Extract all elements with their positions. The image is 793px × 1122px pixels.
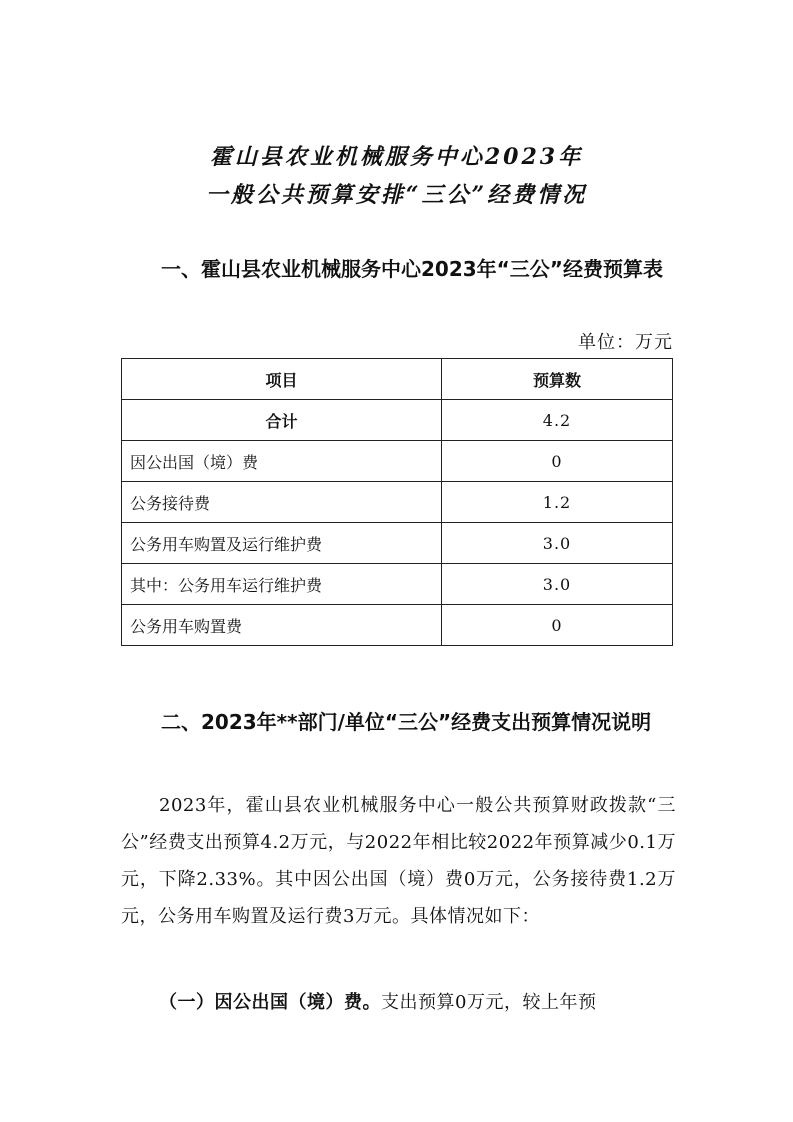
header-budget: 预算数 (442, 359, 673, 400)
table-row (122, 523, 673, 564)
overseas-expense-paragraph (121, 984, 676, 1021)
total-label: 合计 (122, 400, 442, 441)
row-value: 3.0 (442, 564, 673, 605)
row-label: 公务用车购置及运行维护费 (122, 523, 442, 564)
document-title-line-2: 一般公共预算安排“三公”经费情况 (205, 182, 588, 208)
table-row (122, 482, 673, 523)
row-label: 因公出国（境）费 (122, 441, 442, 482)
section-2-heading: 二、2023年**部门/单位“三公”经费支出预算情况说明 (161, 710, 652, 734)
table-row (122, 605, 673, 646)
table-row-total (122, 400, 673, 441)
row-label: 公务用车购置费 (122, 605, 442, 646)
row-value: 0 (442, 441, 673, 482)
table-row (122, 441, 673, 482)
total-value: 4.2 (442, 400, 673, 441)
overseas-expense-lead: （一）因公出国（境）费。 (159, 992, 381, 1013)
section-1-heading: 一、霍山县农业机械服务中心2023年“三公”经费预算表 (161, 257, 663, 281)
row-label: 公务接待费 (122, 482, 442, 523)
table-row (122, 564, 673, 605)
header-item: 项目 (122, 359, 442, 400)
budget-table (121, 358, 673, 646)
table-header-row (122, 359, 673, 400)
row-value: 1.2 (442, 482, 673, 523)
row-value: 0 (442, 605, 673, 646)
budget-explanation-paragraph: 2023年，霍山县农业机械服务中心一般公共预算财政拨款“三公”经费支出预算4.2万元，与2022年相比较2022年预算减少0.1万元，下降2.33%。其中因公出国（境）费0万元，公务接待费1.2万元，公务用车购置及运行费3万元。具体情况如下： (121, 795, 676, 927)
unit-label: 单位：万元 (578, 332, 673, 353)
row-label: 其中：公务用车运行维护费 (122, 564, 442, 605)
row-value: 3.0 (442, 523, 673, 564)
document-title-line-1: 霍山县农业机械服务中心2023年 (209, 144, 584, 170)
overseas-expense-text: 支出预算0万元，较上年预 (381, 992, 597, 1013)
